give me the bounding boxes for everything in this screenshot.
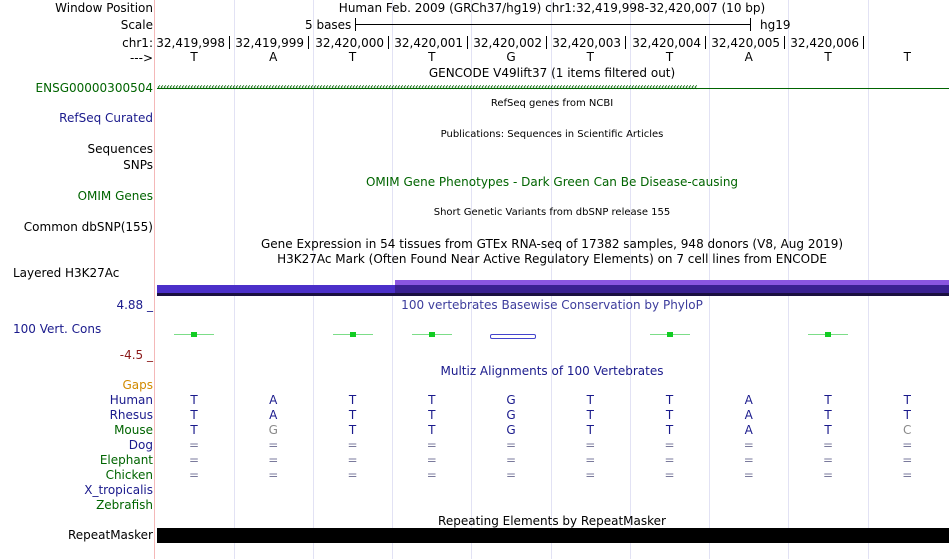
alignment-base: A	[269, 393, 278, 407]
species-label-zebrafish[interactable]: Zebrafish	[96, 498, 153, 512]
alignment-base: =	[268, 453, 279, 467]
cons-min-value: -4.5 _	[119, 348, 153, 362]
scale-right-label: hg19	[760, 18, 791, 32]
h3k27ac-track-title: H3K27Ac Mark (Often Found Near Active Regulatory Elements) on 7 cell lines from ENCODE	[277, 252, 827, 266]
alignment-base: =	[426, 453, 437, 467]
alignment-base: T	[586, 393, 594, 407]
publications-track-title: Publications: Sequences in Scientific Articles	[440, 129, 664, 140]
alignment-base: G	[268, 423, 278, 437]
alignment-base: =	[902, 468, 913, 482]
omim-track-title: OMIM Gene Phenotypes - Dark Green Can Be Disease-causing	[365, 175, 739, 189]
h3k27ac-signal-right-top	[395, 280, 949, 285]
label-repeatmasker[interactable]: RepeatMasker	[67, 528, 153, 542]
label-gencode-gene[interactable]: ENSG00000300504	[35, 81, 153, 95]
label-omim[interactable]: OMIM Genes	[77, 189, 153, 203]
alignment-base: A	[269, 408, 278, 422]
alignment-base: T	[428, 408, 436, 422]
conservation-point	[350, 332, 356, 337]
label-h3k27ac[interactable]: Layered H3K27Ac	[13, 266, 120, 280]
conservation-point	[429, 332, 435, 337]
coordinate-tick	[784, 36, 785, 49]
conservation-point	[191, 332, 197, 337]
reference-base[interactable]: T	[903, 50, 911, 64]
reference-base[interactable]: A	[269, 50, 278, 64]
reference-base[interactable]: T	[348, 50, 357, 64]
alignment-base: T	[824, 393, 832, 407]
alignment-base: =	[505, 468, 517, 482]
reference-base[interactable]: G	[506, 50, 516, 64]
alignment-base: =	[743, 438, 754, 452]
alignment-base: A	[744, 423, 753, 437]
label-chrom[interactable]: chr1:	[122, 36, 153, 50]
alignment-base: C	[903, 423, 912, 437]
label-refseq[interactable]: RefSeq Curated	[59, 111, 153, 125]
alignment-base: T	[824, 423, 832, 437]
alignment-base: =	[268, 438, 279, 452]
alignment-base: T	[348, 408, 357, 422]
alignment-base: =	[347, 468, 358, 482]
dbsnp-track-title: Short Genetic Variants from dbSNP release 155	[433, 207, 671, 218]
species-label-elephant[interactable]: Elephant	[99, 453, 153, 467]
alignment-base: T	[824, 408, 832, 422]
reference-base[interactable]: T	[586, 50, 594, 64]
species-label-human[interactable]: Human	[109, 393, 153, 407]
alignment-base: =	[268, 468, 279, 482]
alignment-base: =	[664, 453, 675, 467]
species-label-rhesus[interactable]: Rhesus	[109, 408, 153, 422]
label-scale[interactable]: Scale	[120, 18, 153, 32]
label-strand[interactable]: --->	[129, 51, 153, 65]
alignment-base: =	[902, 438, 913, 452]
alignment-base: T	[665, 393, 674, 407]
alignment-base: T	[428, 423, 436, 437]
window-position-text: Human Feb. 2009 (GRCh37/hg19) chr1:32,419,998-32,420,007 (10 bp)	[338, 1, 766, 15]
alignment-base: G	[506, 393, 516, 407]
species-label-x_tropicalis[interactable]: X_tropicalis	[84, 483, 153, 497]
coordinate-tick	[705, 36, 706, 49]
label-snps[interactable]: SNPs	[123, 158, 153, 172]
species-label-mouse[interactable]: Mouse	[114, 423, 153, 437]
label-dbsnp[interactable]: Common dbSNP(155)	[23, 220, 153, 234]
alignment-base: =	[585, 438, 596, 452]
coordinate-label: 32,420,002	[473, 36, 542, 50]
gene-strand-arrows: ‹‹‹‹‹‹‹‹‹‹‹‹‹‹‹‹‹‹‹‹‹‹‹‹‹‹‹‹‹‹‹‹‹‹‹‹‹‹‹‹‹‹‹‹‹‹‹‹‹‹‹‹‹‹‹‹‹‹‹‹‹‹‹‹‹‹‹‹‹‹‹‹‹‹‹‹‹‹‹‹‹‹‹‹‹‹‹‹‹‹‹‹‹‹‹‹‹‹‹‹‹‹‹‹‹‹‹‹‹‹‹‹‹‹‹‹‹‹‹‹‹‹‹‹‹‹‹‹‹‹‹‹‹‹‹‹‹‹‹‹‹‹‹‹‹‹‹‹‹‹‹‹‹‹‹‹‹‹‹‹‹‹‹‹‹‹‹‹‹‹‹‹‹‹‹‹‹‹‹‹	[157, 82, 697, 93]
alignment-base: T	[428, 393, 436, 407]
alignment-base: =	[664, 438, 675, 452]
alignment-base: T	[586, 423, 594, 437]
alignment-base: T	[903, 408, 911, 422]
alignment-base: =	[743, 453, 754, 467]
cons-max-value: 4.88 _	[116, 298, 153, 312]
coordinate-label: 32,420,004	[632, 36, 701, 50]
label-conservation[interactable]: 100 Vert. Cons	[13, 322, 102, 336]
alignment-base: T	[190, 423, 198, 437]
conservation-track-title: 100 vertebrates Basewise Conservation by PhyloP	[401, 298, 703, 312]
coordinate-label: 32,420,005	[711, 36, 780, 50]
coordinate-tick	[229, 36, 230, 49]
coordinate-label: 32,419,998	[156, 36, 225, 50]
conservation-low-mark	[490, 334, 536, 339]
species-label-dog[interactable]: Dog	[128, 438, 153, 452]
alignment-base: =	[585, 468, 596, 482]
alignment-base: =	[188, 453, 200, 467]
coordinate-tick	[308, 36, 309, 49]
coordinate-label: 32,420,006	[790, 36, 859, 50]
alignment-base: =	[902, 453, 913, 467]
conservation-point	[667, 332, 673, 337]
coordinate-tick	[467, 36, 468, 49]
coordinate-tick	[388, 36, 389, 49]
alignment-base: T	[348, 393, 357, 407]
label-window-position[interactable]: Window Position	[55, 1, 153, 15]
alignment-base: =	[822, 438, 834, 452]
alignment-base: T	[665, 408, 674, 422]
scale-left-label: 5 bases	[305, 18, 352, 32]
alignment-base: =	[585, 453, 596, 467]
coordinate-label: 32,419,999	[235, 36, 304, 50]
gencode-track-title: GENCODE V49lift37 (1 items filtered out)	[428, 66, 676, 80]
gencode-gene-feature[interactable]	[157, 81, 949, 95]
alignment-base: T	[586, 408, 594, 422]
alignment-base: =	[426, 438, 437, 452]
coordinate-label: 32,420,001	[394, 36, 463, 50]
alignment-base: T	[903, 393, 911, 407]
scale-bar-right-tick	[750, 18, 751, 31]
reference-base[interactable]: T	[190, 50, 198, 64]
alignment-base: =	[426, 468, 437, 482]
reference-base[interactable]: A	[744, 50, 753, 64]
alignment-base: T	[190, 393, 198, 407]
alignment-base: =	[347, 453, 358, 467]
label-separator	[154, 0, 155, 559]
coordinate-tick	[625, 36, 626, 49]
repeatmasker-element[interactable]	[157, 528, 949, 543]
multiz-track-title: Multiz Alignments of 100 Vertebrates	[440, 364, 664, 378]
alignment-base: =	[664, 468, 675, 482]
alignment-base: G	[506, 423, 516, 437]
reference-base[interactable]: T	[665, 50, 674, 64]
coordinate-tick	[863, 36, 864, 49]
alignment-base: =	[822, 468, 834, 482]
alignment-base: =	[743, 468, 754, 482]
repeatmasker-track-title: Repeating Elements by RepeatMasker	[438, 514, 666, 528]
scale-bar	[355, 24, 751, 25]
refseq-track-title: RefSeq genes from NCBI	[490, 98, 614, 109]
reference-base[interactable]: T	[824, 50, 832, 64]
alignment-base: G	[506, 408, 516, 422]
alignment-base: =	[188, 438, 200, 452]
conservation-point	[825, 332, 831, 337]
alignment-base: T	[190, 408, 198, 422]
alignment-base: T	[665, 423, 674, 437]
coordinate-tick	[546, 36, 547, 49]
alignment-base: =	[822, 453, 834, 467]
alignment-base: =	[188, 468, 200, 482]
h3k27ac-baseline	[157, 293, 949, 296]
alignment-base: =	[505, 453, 517, 467]
coordinate-label: 32,420,003	[552, 36, 621, 50]
alignment-base: =	[505, 438, 517, 452]
species-label-chicken[interactable]: Chicken	[105, 468, 153, 482]
gtex-track-title: Gene Expression in 54 tissues from GTEx RNA-seq of 17382 samples, 948 donors (V8, Aug 2019)	[260, 237, 844, 251]
coordinate-label: 32,420,000	[315, 36, 384, 50]
alignment-base: T	[348, 423, 357, 437]
scale-bar-left-tick	[355, 18, 356, 31]
alignment-base: A	[744, 393, 753, 407]
reference-base[interactable]: T	[428, 50, 436, 64]
label-sequences[interactable]: Sequences	[87, 142, 153, 156]
alignment-base: =	[347, 438, 358, 452]
label-gaps[interactable]: Gaps	[122, 378, 153, 392]
alignment-base: A	[744, 408, 753, 422]
